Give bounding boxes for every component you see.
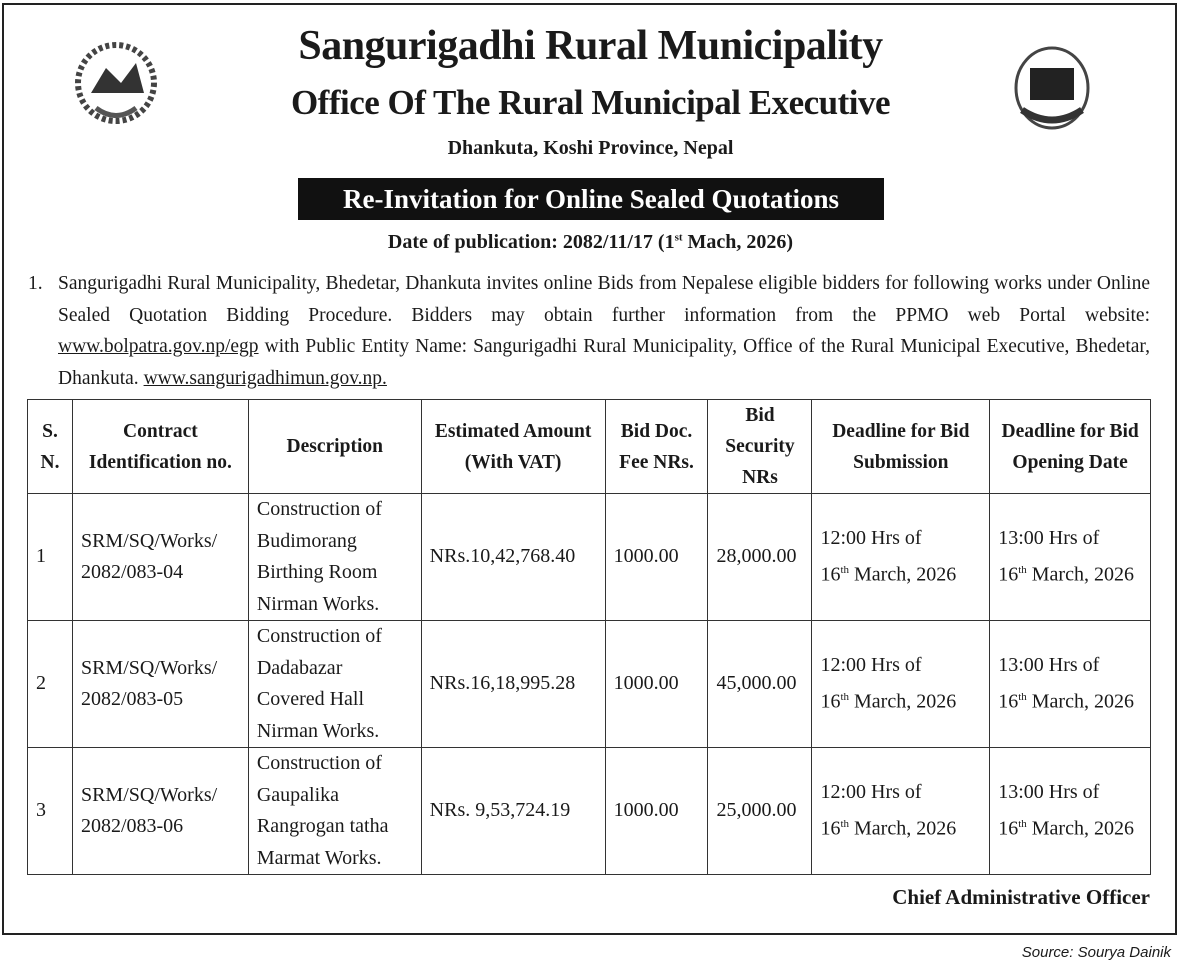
cell-sn: 3 [28,748,73,875]
cell-sn: 2 [28,621,73,748]
deadline-time: 13:00 Hrs of [998,781,1100,804]
deadline-sup: th [840,817,850,830]
cell-description: Construction of Budimorang Birthing Room Nirman Works. [248,494,421,621]
bolpatra-link[interactable]: www.bolpatra.gov.np/egp [58,336,259,357]
deadline-date: March, 2026 [849,563,957,586]
cell-opening-deadline [990,621,1151,748]
deadline-day: 16 [820,690,841,713]
col-estimated-amount: Estimated Amount (With VAT) [421,400,605,494]
cell-security: 25,000.00 [708,748,812,875]
cell-doc-fee: 1000.00 [605,748,708,875]
deadline-date: March, 2026 [1026,817,1134,840]
deadline-time: 13:00 Hrs of [998,654,1100,677]
deadline-sup: th [1018,817,1027,830]
intro-text-2: with Public Entity Name: Sangurigadhi Rural Municipality, Office of the Rural Municipal Executive, Bhedetar, Dhankuta. [58,336,1150,389]
table-header-row [28,400,1151,494]
intro-paragraph [28,268,1150,394]
cell-security: 28,000.00 [708,494,812,621]
page-title: Sangurigadhi Rural Municipality [298,23,883,69]
deadline-date: March, 2026 [1026,690,1134,713]
col-contract-id: Contract Identification no. [72,400,248,494]
cell-contract-id: SRM/SQ/Works/ 2082/083-06 [72,748,248,875]
deadline-day: 16 [998,563,1019,586]
deadline-day: 16 [820,817,841,840]
cell-submission-deadline [812,494,990,621]
col-opening-deadline: Deadline for Bid Opening Date [990,400,1151,494]
col-bid-security: Bid Security NRs [708,400,812,494]
cell-description: Construction of Gaupalika Rangrogan tatha Marmat Works. [248,748,421,875]
deadline-date: March, 2026 [1026,563,1134,586]
table-row [28,748,1151,875]
cell-contract-id: SRM/SQ/Works/ 2082/083-04 [72,494,248,621]
office-subtitle: Office Of The Rural Municipal Executive [290,83,891,122]
deadline-day: 16 [820,563,841,586]
pub-date-text: Date of publication: 2082/11/17 (1 [387,231,675,253]
deadline-sup: th [1018,690,1027,703]
cell-submission-deadline [812,621,990,748]
table-row [28,494,1151,621]
cell-submission-deadline [812,748,990,875]
col-submission-deadline: Deadline for Bid Submission [812,400,990,494]
signature-title: Chief Administrative Officer [892,885,1150,909]
deadline-date: March, 2026 [849,690,957,713]
col-sn: S. N. [28,400,73,494]
pub-date-suffix: Mach, 2026) [682,231,794,253]
pub-date-sup: st [674,231,683,244]
cell-sn: 1 [28,494,73,621]
address: Dhankuta, Koshi Province, Nepal [447,137,734,159]
cell-contract-id: SRM/SQ/Works/ 2082/083-05 [72,621,248,748]
cell-amount: NRs.16,18,995.28 [421,621,605,748]
cell-description: Construction of Dadabazar Covered Hall Nirman Works. [248,621,421,748]
col-description: Description [248,400,421,494]
cell-security: 45,000.00 [708,621,812,748]
deadline-sup: th [840,563,850,576]
deadline-time: 13:00 Hrs of [998,527,1100,550]
deadline-time: 12:00 Hrs of [820,781,922,804]
deadline-day: 16 [998,690,1019,713]
notice-banner: Re-Invitation for Online Sealed Quotations [298,178,884,220]
source-credit: Source: Sourya Dainik [1021,944,1171,961]
col-bid-doc-fee: Bid Doc. Fee NRs. [605,400,708,494]
cell-doc-fee: 1000.00 [605,494,708,621]
deadline-time: 12:00 Hrs of [820,527,922,550]
municipality-link[interactable]: www.sangurigadhimun.gov.np. [143,367,387,389]
cell-amount: NRs. 9,53,724.19 [421,748,605,875]
paragraph-number: 1. [28,273,43,294]
cell-amount: NRs.10,42,768.40 [421,494,605,621]
cell-opening-deadline [990,494,1151,621]
intro-text: Sangurigadhi Rural Municipality, Bhedetar, Dhankuta invites online Bids from Nepalese eligible bidders for following works under Online Sealed Quotation Bidding Procedure. Bidders may obtain further information from the PPMO web Portal website: [58,273,1150,326]
cell-opening-deadline [990,748,1151,875]
deadline-date: March, 2026 [849,817,957,840]
cell-doc-fee: 1000.00 [605,621,708,748]
deadline-time: 12:00 Hrs of [820,654,922,677]
deadline-sup: th [840,690,850,703]
deadline-sup: th [1018,563,1027,576]
publication-date [0,231,1181,254]
table-row [28,621,1151,748]
bids-table [27,399,1151,875]
deadline-day: 16 [998,817,1019,840]
